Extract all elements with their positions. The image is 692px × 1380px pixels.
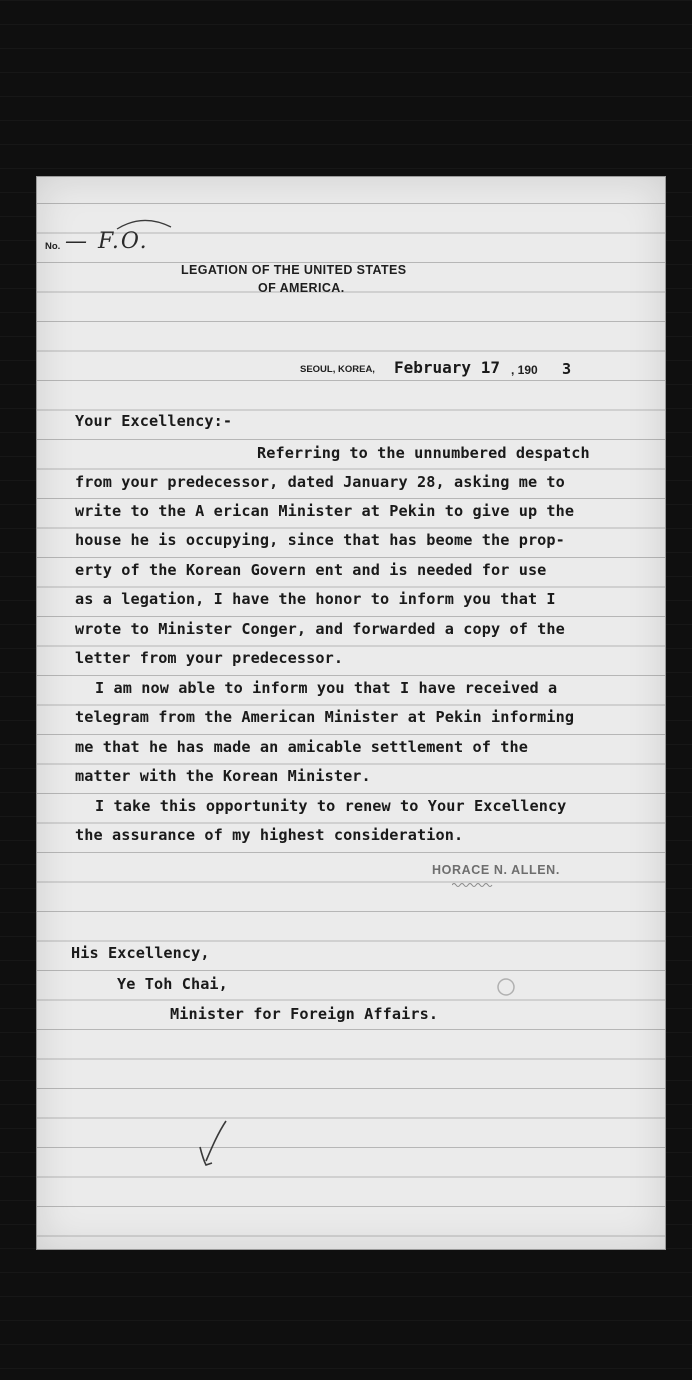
dateline-year-digit: 3 (562, 360, 572, 378)
body-line: write to the A erican Minister at Pekin to give up the (75, 502, 575, 520)
body-line: house he is occupying, since that has beome the prop- (75, 531, 565, 549)
addressee-line3: Minister for Foreign Affairs. (170, 1005, 439, 1023)
handwritten-flourish-icon (115, 215, 175, 233)
dateline-place: SEOUL, KOREA, (300, 364, 375, 375)
legation-heading-line2: OF AMERICA. (258, 281, 345, 295)
handwritten-number: — F.O. (65, 229, 149, 254)
body-line: me that he has made an amicable settlement of the (75, 738, 528, 756)
body-line: Referring to the unnumbered despatch (257, 444, 590, 462)
body-line: wrote to Minister Conger, and forwarded a copy of the (75, 620, 565, 638)
body-line: I am now able to inform you that I have received a (95, 679, 558, 697)
body-line: as a legation, I have the honor to inform you that I (75, 590, 556, 608)
body-line: telegram from the American Minister at Pekin informing (75, 708, 575, 726)
punch-hole-mark-icon (495, 976, 517, 998)
salutation: Your Excellency:- (75, 412, 233, 430)
body-line: the assurance of my highest consideration. (75, 826, 464, 844)
letter-page (37, 177, 665, 1249)
legation-heading-line1: LEGATION OF THE UNITED STATES (181, 263, 407, 277)
dateline-date: February 17 (394, 358, 500, 377)
pencil-check-mark-icon (192, 1117, 232, 1172)
number-label: No. (45, 241, 61, 252)
body-line: matter with the Korean Minister. (75, 767, 371, 785)
addressee-line2: Ye Toh Chai, (117, 975, 228, 993)
addressee-line1: His Excellency, (71, 944, 210, 962)
body-line: from your predecessor, dated January 28, asking me to (75, 473, 565, 491)
body-line: I take this opportunity to renew to Your Excellency (95, 797, 567, 815)
stamp-underline-icon (452, 881, 494, 889)
dateline-year-prefix: , 190 (511, 363, 538, 377)
body-line: erty of the Korean Govern ent and is needed for use (75, 561, 547, 579)
body-line: letter from your predecessor. (75, 649, 344, 667)
signature-stamp: HORACE N. ALLEN. (432, 863, 560, 877)
